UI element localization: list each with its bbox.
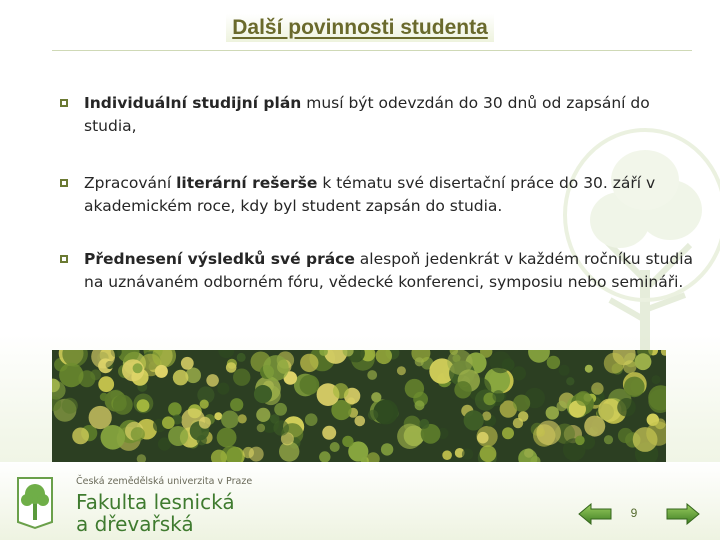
university-name: Česká zemědělská univerzita v Praze xyxy=(76,476,253,487)
bullet-list xyxy=(58,92,698,328)
title-divider xyxy=(52,50,692,51)
square-bullet-icon xyxy=(60,255,68,263)
bullet-item-literature-review xyxy=(58,172,698,218)
faculty-name-line1: Fakulta lesnická xyxy=(76,490,235,514)
square-bullet-icon xyxy=(60,99,68,107)
bullet-item-study-plan xyxy=(58,92,698,138)
faculty-name-line2: a dřevařská xyxy=(76,512,194,536)
bullet-1-bold: Individuální studijní plán xyxy=(84,94,302,112)
title-container xyxy=(0,14,720,42)
forest-aerial-image xyxy=(52,350,666,462)
bullet-2-text-a: Zpracování xyxy=(84,174,177,192)
bullet-1-text: musí být odevzdán do 30 dnů od zapsání do studia, xyxy=(84,94,650,135)
slide-title: Další povinnosti studenta xyxy=(226,14,494,42)
tree-logo-icon xyxy=(12,474,58,530)
bullet-2-bold: literární rešerše xyxy=(176,174,318,192)
arrow-right-icon[interactable] xyxy=(666,503,700,525)
page-number: 9 xyxy=(630,506,638,520)
bullet-3-bold: Přednesení výsledků své práce xyxy=(84,250,355,268)
bullet-item-presentation xyxy=(58,248,698,294)
arrow-left-icon[interactable] xyxy=(578,503,612,525)
bullet-2-text-b: k tématu své disertační práce do 30. září v akademickém roce, kdy byl student zapsán do studia. xyxy=(84,174,656,215)
square-bullet-icon xyxy=(60,179,68,187)
bullet-3-text: alespoň jedenkrát v každém ročníku studia na uznávaném odborném fóru, vědecké konferenci, symposiu nebo semináři. xyxy=(84,250,694,291)
